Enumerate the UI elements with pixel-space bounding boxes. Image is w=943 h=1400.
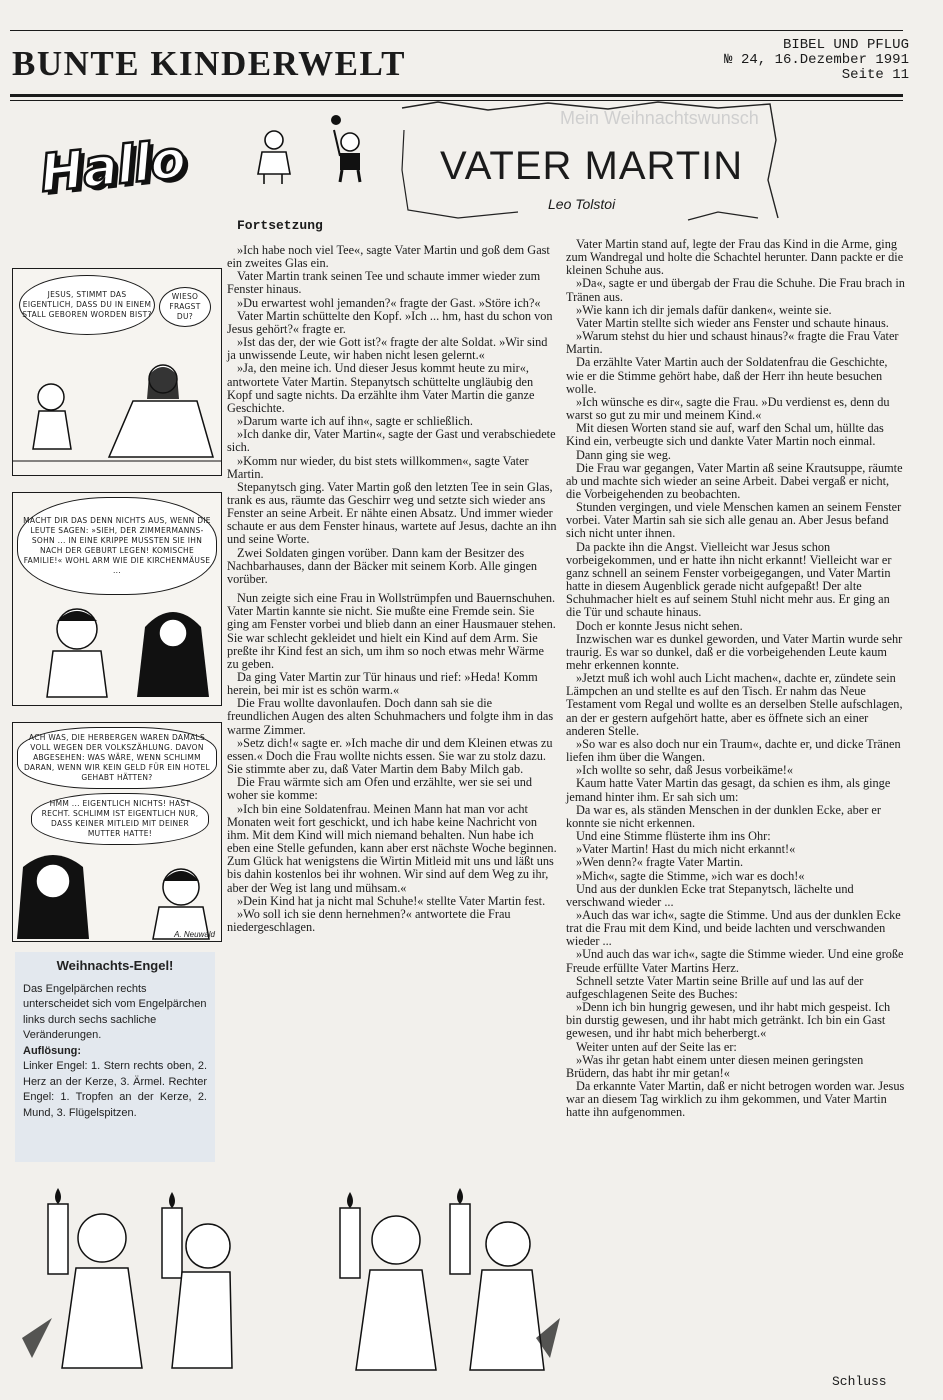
puzzle-title: Weihnachts-Engel! (56, 958, 174, 973)
speech-bubble: HMM ... EIGENTLICH NICHTS! HAST RECHT. SCHLIMM IST EIGENTLICH NUR, DASS KEINER MITLEID MIT DEINER MUTTER HATTE! (31, 793, 209, 845)
story-paragraph: Schnell setzte Vater Martin seine Brille auf und las auf der aufgeschlagenen Seite des Buches: (566, 973, 864, 1001)
story-paragraph: »Dein Kind hat ja nicht mal Schuhe!« stellte Vater Martin fest. (237, 893, 546, 908)
story-paragraph: »Du erwartest wohl jemanden?« fragte der Gast. »Störe ich?« (237, 295, 541, 310)
story-paragraph: »Warum stehst du hier und schaust hinaus?« fragte die Frau Vater Martin. (566, 329, 899, 357)
speech-bubble: JESUS, STIMMT DAS EIGENTLICH, DASS DU IN EINEM STALL GEBOREN WORDEN BIST? (19, 275, 155, 335)
story-author: Leo Tolstoi (548, 196, 616, 212)
story-paragraph: »Wen denn?« fragte Vater Martin. (576, 855, 744, 870)
speech-bubble: MACHT DIR DAS DENN NICHTS AUS, WENN DIE LEUTE SAGEN: »SIEH, DER ZIMMERMANNS-SOHN ... IN EINE KRIPPE MUSSTEN SIE IHN NACH DER GEBURT LEGEN! KOMISCHE FAMILIE!« WOHL ARM WIE DIE KIRCHENMÄUSE ... (17, 497, 217, 595)
story-paragraph: Dann ging sie weg. (576, 447, 671, 462)
story-paragraph: Nun zeigte sich eine Frau in Wollstrümpfen und Bauernschuhen. Vater Martin kannte sie nicht. Sie mußte eine Fremde sein. Sie ging am Fenster vorbei und blieb dann an einer Hausmauer stehen. Sie war schlecht gekleidet und hielt ein Kind auf dem Arm. Sie preßte ihr Kind fest an sich, um ihm so noch etwas mehr Wärme zu geben. (227, 591, 556, 671)
story-paragraph: Da ging Vater Martin zur Tür hinaus und rief: »Heda! Komm herein, bei mir ist es schön warm.« (227, 670, 538, 698)
story-paragraph: »Mich«, sagte die Stimme, »ich war es doch!« (576, 868, 805, 883)
story-paragraph: Da war es, als ständen Menschen in der dunklen Ecke, aber er konnte sie nicht erkennen. (566, 802, 881, 830)
puzzle-solution-label: Auflösung: (23, 1044, 82, 1057)
masthead-title: BUNTE KINDERWELT (12, 44, 406, 83)
hallo-logo: Hallo (37, 129, 188, 205)
end-mark: Schluss (832, 1374, 887, 1389)
story-paragraph: Weiter unten auf der Seite las er: (576, 1039, 737, 1054)
story-paragraph: »Und auch das war ich«, sagte die Stimme wieder. Und eine große Freude erfüllte Vater Martins Herz. (566, 947, 904, 975)
story-paragraph: Da packte ihn die Angst. Vielleicht war Jesus schon vorbeigekommen, und er hatte ihn nicht erkannt! Vielleicht war er ganz schnell an seinem Fenster vorbeigegangen, und Vater Martin hatte in diesem Augenblick gerade nicht aufgepaßt! Der alte Schuhmacher hielt es auf seinem Stuhl nicht mehr aus. Er ging an die Tür und schaute hinaus. (566, 539, 892, 620)
story-paragraph: Stepanytsch ging. Vater Martin goß den letzten Tee in sein Glas, trank es aus, räumte das Geschirr weg und setzte sich wieder ans Fenster an seine Arbeit. Er nähte einen Absatz. Und immer wieder schaute er aus dem Fenster hinaus, wartete auf Jesus, dachte an ihn und seine Worte. (227, 479, 557, 547)
speech-bubble: WIESO FRAGST DU? (159, 287, 211, 327)
puzzle-solution: Linker Engel: 1. Stern rechts oben, 2. Herz an der Kerze, 3. Ärmel. Rechter Engel: 1. Tropfen an der Kerze, 2. Mund, 3. Flügelspitzen. (23, 1060, 207, 1119)
comic-panel-2 (12, 492, 222, 706)
masthead-rule-thick (10, 94, 903, 97)
issue-line: № 24, 16.Dezember 1991 (724, 52, 909, 68)
story-paragraph: »Ja, den meine ich. Und dieser Jesus kommt heute zu mir«, antwortete Vater Martin. Stepanytsch schüttelte ungläubig den Kopf und sagte nichts. Da erzählte ihm Vater Martin die ganze Geschichte. (227, 361, 535, 415)
story-paragraph: »Ich bin eine Soldatenfrau. Meinen Mann hat man vor acht Monaten weit fort geschickt, und ich habe keine Nachricht von ihm. Mit dem Kind will mich niemand behalten. Nun habe ich eben eine Stelle gefunden, kann aber erst nächste Woche beginnen. Zum Glück hat wenigstens die Wirtin Mitleid mit uns und läßt uns bis dahin kostenlos bei ihr wohnen. Wir sind auf dem Weg zu ihr, aber der Weg ist lang und mühsam.« (227, 801, 557, 895)
boy-and-jesus-drawing (13, 339, 221, 475)
artist-credit: A. Neuwald (174, 930, 215, 939)
story-paragraph: »Auch das war ich«, sagte die Stimme. Und aus der dunklen Ecke trat die Frau mit dem Kind, und beide lachten und verschwanden wieder ... (566, 907, 901, 949)
story-paragraph: »Jetzt muß ich wohl auch Licht machen«, dachte er, zündete sein Lämpchen an und stellte es auf den Tisch. Er nahm das Neue Testament vom Regal und wollte es an derselben Stelle aufschlagen, an der er gestern aufgehört hatte, aber es öffnete sich an einer anderen Stelle. (566, 671, 903, 738)
puzzle-intro: Das Engelpärchen rechts unterscheidet sich vom Engelpärchen links durch sechs sachliche Veränderungen. (23, 982, 207, 1041)
masthead-meta (724, 38, 909, 83)
story-column-middle (227, 244, 557, 934)
boy-and-mary-drawing (13, 597, 221, 705)
angels-illustration-right (300, 1168, 562, 1390)
story-paragraph: Vater Martin trank seinen Tee und schaute immer wieder zum Fenster hinaus. (227, 269, 541, 297)
story-paragraph: Die Frau wollte davonlaufen. Doch dann sah sie die freundlichen Augen des alten Schuhmachers und folgte ihm in das warme Zimmer. (227, 696, 554, 737)
bleed-through-text: Mein Weihnachtswunsch (560, 108, 759, 128)
story-paragraph: Und eine Stimme flüsterte ihm ins Ohr: (576, 829, 771, 844)
story-paragraph: Stunden vergingen, und viele Menschen kamen an seinem Fenster vorbei. Vater Martin sah sie sich alle genau an. Aber Jesus befand sich nicht unter ihnen. (566, 500, 902, 541)
story-paragraph: Mit diesen Worten stand sie auf, warf den Schal um, hüllte das Kind ein, verbeugte sich und dankte Vater Martin noch einmal. (566, 421, 884, 449)
story-paragraph: »Da«, sagte er und übergab der Frau die Schuhe. Die Frau brach in Tränen aus. (566, 276, 905, 304)
story-subtitle: Fortsetzung (237, 218, 323, 233)
story-paragraph: Die Frau war gegangen, Vater Martin aß seine Krautsuppe, räumte ab und machte sich wieder an seine Arbeit. Dabei vergaß er nicht, die Vorbeigehenden zu beobachten. (566, 460, 903, 501)
publication-name: BIBEL UND PFLUG (782, 37, 909, 53)
story-paragraph: Zwei Soldaten gingen vorüber. Dann kam der Besitzer des Nachbarhauses, dann der Bäcker mit seinem Korb. Alle gingen vorüber. (227, 545, 538, 586)
story-paragraph: Da erzählte Vater Martin auch der Soldatenfrau die Geschichte, wie er die Stimme gehört habe, daß der Herr ihn heute besuchen wolle. (566, 355, 888, 396)
story-paragraph: »Denn ich bin hungrig gewesen, und ihr habt mich gespeist. Ich bin durstig gewesen, und ihr habt mich getränkt. Ich bin ein Gast gewesen, und ihr habt mich beherbergt.« (566, 1000, 891, 1041)
story-paragraph: Und aus der dunklen Ecke trat Stepanytsch, lächelte und verschwand wieder ... (566, 881, 854, 909)
comic-panel-1 (12, 268, 222, 476)
story-paragraph: »Was ihr getan habt einem unter diesen meinen geringsten Brüdern, das habt ihr mir getan!« (566, 1052, 864, 1080)
story-paragraph: »Darum warte ich auf ihn«, sagte er schließlich. (237, 414, 473, 429)
story-paragraph: Die Frau wärmte sich am Ofen und erzählte, wer sie sei und woher sie komme: (227, 775, 533, 803)
story-column-right (566, 238, 906, 1119)
story-paragraph: »Komm nur wieder, du bist stets willkommen«, sagte Vater Martin. (227, 453, 529, 481)
story-paragraph: Vater Martin stand auf, legte der Frau das Kind in die Arme, ging zum Wandregal und holte die Schachtel herunter. Dann packte er die kleinen Schuhe aus. (566, 237, 904, 278)
story-paragraph: Vater Martin schüttelte den Kopf. »Ich ... hm, hast du schon von Jesus gehört?« fragte er. (227, 308, 553, 336)
story-paragraph: »Wie kann ich dir jemals dafür danken«, weinte sie. (576, 302, 832, 317)
comic-panel-3 (12, 722, 222, 942)
story-paragraph: »Ich danke dir, Vater Martin«, sagte der Gast und verabschiedete sich. (227, 427, 556, 455)
story-paragraph: »So war es also doch nur ein Traum«, dachte er, und dicke Tränen liefen ihm über die Wangen. (566, 736, 901, 765)
children-playing-illustration (250, 112, 370, 187)
story-paragraph: »Vater Martin! Hast du mich nicht erkannt!« (576, 842, 796, 857)
story-paragraph: »Setz dich!« sagte er. »Ich mache dir und dem Kleinen etwas zu essen.« Doch die Frau wollte nichts essen. Sie war zu stolz dazu. Sie stimmte aber zu, daß Vater Martin dem Baby Milch gab. (227, 735, 553, 777)
masthead-rule-top (10, 30, 903, 31)
story-paragraph: »Wo soll ich sie denn hernehmen?« antwortete die Frau niedergeschlagen. (227, 906, 511, 934)
story-paragraph: »Ich wollte so sehr, daß Jesus vorbeikäme!« (576, 763, 794, 778)
story-paragraph: Vater Martin stellte sich wieder ans Fenster und schaute hinaus. (576, 315, 889, 330)
jesus-and-boy-drawing (13, 847, 221, 941)
puzzle-box (15, 952, 215, 1162)
story-paragraph: Kaum hatte Vater Martin das gesagt, da schien es ihm, als ginge jemand hinter ihm. Er sah sich um: (566, 776, 891, 804)
speech-bubble: ACH WAS, DIE HERBERGEN WAREN DAMALS VOLL WEGEN DER VOLKSZÄHLUNG. DAVON ABGESEHEN: WAS WÄRE, WENN SCHLIMM DARAN, WENN WIR KEIN GELD FÜR EIN HOTEL GEHABT HÄTTEN? (17, 727, 217, 789)
page-number: Seite 11 (841, 67, 909, 83)
story-paragraph: Da erkannte Vater Martin, daß er nicht betrogen worden war. Jesus war an diesem Tag wirklich zu ihm gekommen, und Vater Martin hatte ihn aufgenommen. (566, 1079, 905, 1120)
story-paragraph: »Ich habe noch viel Tee«, sagte Vater Martin und goß dem Gast ein zweites Glas ein. (227, 243, 550, 271)
angels-illustration-left (12, 1168, 234, 1390)
story-title: VATER MARTIN (440, 144, 744, 188)
story-paragraph: Inzwischen war es dunkel geworden, und Vater Martin wurde sehr traurig. Es war so dunkel, daß er die vorbeigehenden Leute kaum mehr erkennen konnte. (566, 631, 903, 672)
story-paragraph: »Ich wünsche es dir«, sagte die Frau. »Du verdienst es, denn du warst so gut zu mir und meinem Kind.« (566, 394, 890, 423)
story-paragraph: Doch er konnte Jesus nicht sehen. (576, 618, 743, 633)
story-paragraph: »Ist das der, der wie Gott ist?« fragte der alte Soldat. »Wir sind ja unwissende Leute, wir haben nicht lesen gelernt.« (227, 335, 548, 363)
